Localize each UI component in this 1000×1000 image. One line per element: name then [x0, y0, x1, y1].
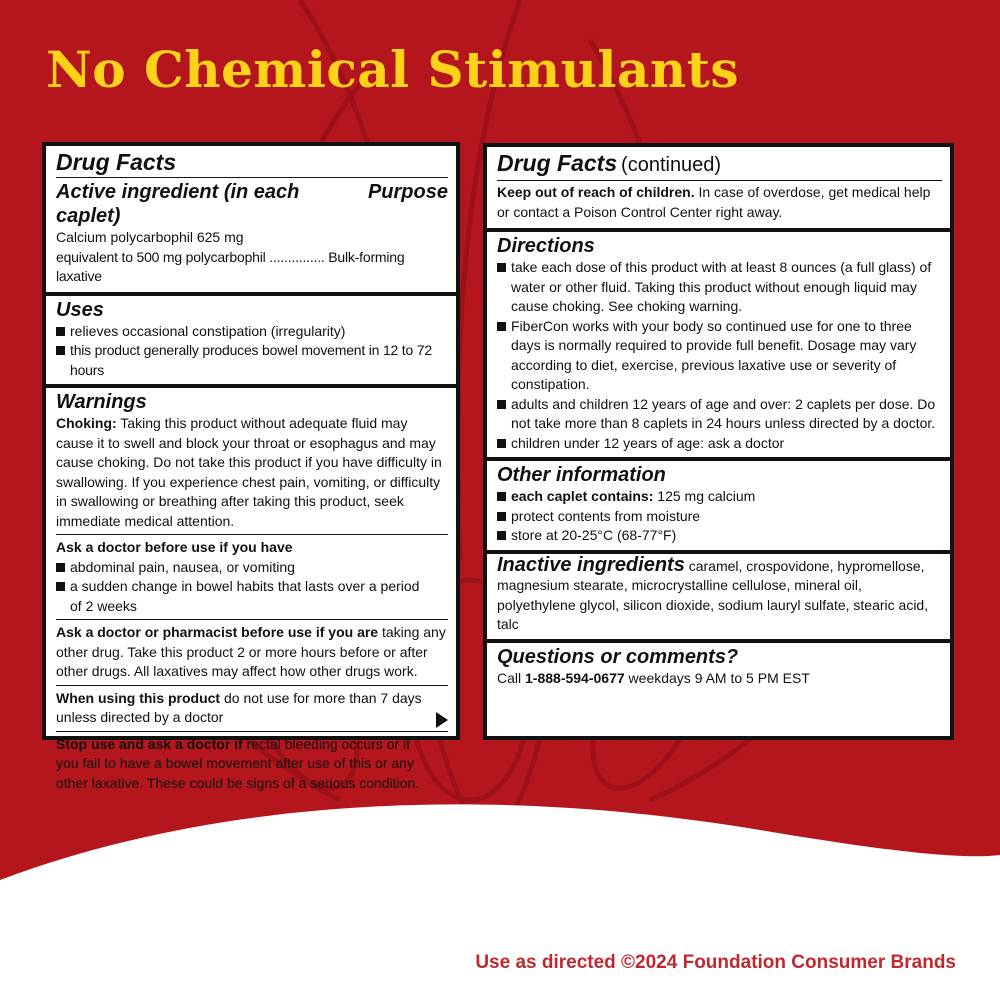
uses-section: [46, 296, 456, 389]
drug-facts-title: Drug Facts: [56, 149, 177, 175]
continued-label: (continued): [621, 154, 722, 176]
when-using-block: [56, 685, 448, 728]
warnings-section: [46, 388, 456, 797]
active-ingredient-header: [56, 180, 448, 228]
directions-item: FiberCon works with your body so continued use for one to three days is normally required to provide full benefit. Dosage may vary according to diet, exercise, previous laxative use or severity of constipation.: [497, 317, 942, 395]
questions-section: [487, 643, 950, 693]
ask-doctor-block: [56, 534, 448, 616]
caplet-contains-label: each caplet contains:: [511, 488, 654, 504]
questions-heading: Questions or comments?: [497, 645, 739, 668]
other-information-item: store at 20-25°C (68-77°F): [497, 526, 942, 546]
inactive-ingredients-text: caramel, crospovidone, hypromellose, magnesium stearate, microcrystalline cellulose, mineral oil, polyethylene glycol, silicon dioxide, sodium lauryl sulfate, stearic acid, talc: [497, 557, 929, 632]
active-ingredient-line1: Calcium polycarbophil 625 mg: [56, 229, 244, 245]
purpose-heading: Purpose: [367, 181, 448, 203]
drug-facts-continued-title: [497, 149, 942, 179]
choking-label: Choking:: [56, 415, 117, 431]
other-information-heading: Other information: [497, 464, 666, 486]
footer-copyright: Use as directed ©2024 Foundation Consumer Brands: [475, 952, 956, 973]
stop-use-text: rectal bleeding occurs or if you fail to have a bowel movement after use of this or any other laxative. These could be signs of a serious condition.: [56, 735, 420, 791]
other-information-section: [487, 461, 950, 554]
choking-warning: [56, 414, 448, 531]
stop-use-label: Stop use and ask a doctor if: [56, 735, 243, 752]
active-ingredient-heading: Active ingredient (in each caplet): [56, 181, 300, 227]
hours-text: weekdays 9 AM to 5 PM EST: [628, 669, 810, 686]
active-ingredient-section: [46, 146, 456, 296]
ask-doctor-label: Ask a doctor before use if you have: [56, 539, 293, 555]
drug-facts-panel-right: [483, 143, 954, 740]
drug-facts-panel-left: [42, 142, 460, 791]
uses-heading: Uses: [56, 298, 104, 321]
other-information-item: protect contents from moisture: [497, 507, 942, 527]
keep-out-text-block: [497, 183, 942, 222]
ask-doctor-item: a sudden change in bowel habits that lasts over a period of 2 weeks: [56, 577, 448, 616]
phone-number: 1-888-594-0677: [525, 669, 625, 686]
uses-item: relieves occasional constipation (irregularity): [56, 322, 448, 342]
divider: [56, 177, 448, 178]
divider: [497, 180, 942, 181]
caplet-contains-text: 125 mg calcium: [657, 488, 756, 504]
when-using-text: do not use for more than 7 days unless directed by a doctor: [56, 689, 422, 725]
when-using-label: When using this product: [56, 689, 221, 706]
keep-out-section: [487, 147, 950, 232]
inactive-ingredients-heading: Inactive ingredients: [497, 553, 685, 576]
warnings-heading: Warnings: [56, 391, 147, 413]
call-prefix: Call: [497, 669, 522, 686]
drug-facts-title-right: Drug Facts: [497, 150, 618, 176]
ask-pharmacist-text: taking any other drug. Take this product 2 or more hours before or after other drugs. All laxatives may affect how other drugs work.: [56, 624, 446, 679]
continue-arrow-icon: [436, 712, 448, 728]
ask-pharmacist-label: Ask a doctor or pharmacist before use if you are: [56, 624, 379, 640]
directions-item: adults and children 12 years of age and over: 2 caplets per dose. Do not take more than 8 caplets in 24 hours unless directed by a doctor.: [497, 395, 942, 434]
ask-doctor-item: abdominal pain, nausea, or vomiting: [56, 558, 448, 578]
directions-item: take each dose of this product with at least 8 ounces (a full glass) of water or other fluid. Taking this product without enough liquid may cause choking. See choking warning.: [497, 258, 942, 317]
inactive-ingredients-section: [487, 554, 950, 643]
other-information-item: [497, 487, 942, 507]
choking-text: Taking this product without adequate fluid may cause it to swell and block your throat or esophagus and may cause choking. Do not take this product if you have difficulty in swallowing. If you experience chest pain, vomiting, or difficulty in swallowing or breathing after taking this product, seek immediate medical attention.: [56, 415, 442, 529]
directions-heading: Directions: [497, 235, 595, 257]
ask-pharmacist-block: [56, 619, 448, 682]
uses-item: this product generally produces bowel movement in 12 to 72 hours: [56, 341, 448, 380]
active-ingredient-line2: equivalent to 500 mg polycarbophil ............... Bulk-forming laxative: [56, 248, 405, 284]
keep-out-label: Keep out of reach of children.: [497, 184, 695, 200]
headline: No Chemical Stimulants: [46, 40, 740, 99]
directions-item: children under 12 years of age: ask a doctor: [497, 434, 942, 454]
directions-section: [487, 232, 950, 461]
stop-use-block: [56, 731, 448, 794]
questions-contact-line: [497, 669, 942, 689]
keep-out-text: In case of overdose, get medical help or contact a Poison Control Center right away.: [497, 184, 931, 220]
